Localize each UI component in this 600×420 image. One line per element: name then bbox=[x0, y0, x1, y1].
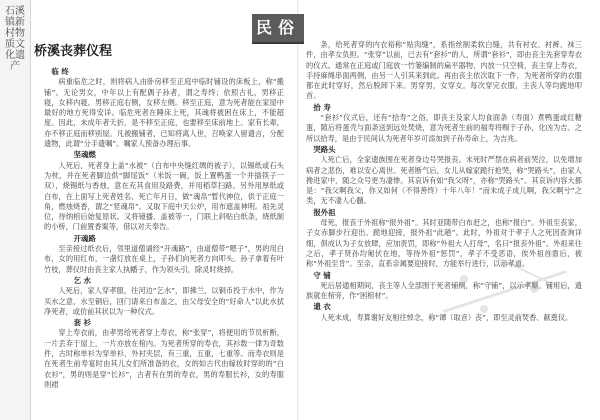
heading-shuhunzhang: 坚魂燃 bbox=[73, 150, 96, 160]
para-linzhong: 病重临危之时，则将病人由卧房移至正庭中临时铺设的床板上，称“搬铺”。无论男女，中年以上有配偶子孙者，谓之寿终；依照古礼，男移正寝，女移内寝。男移正庭右侧，女移左侧。移至正庭，意为死者能在家屋中最好的地方死得安详。临危死者在睡床上死，其魂将被困在床上，不能超度。因此，未成年者夭折，是不移至正庭，也要移至床前地上。家有长辈，亦不移正庭而移别屋。凡被搬铺者，已知将离人世，召唤家人留遗言，分配遗物，此谓“分手遗嘱”。嘱家人预备办理后事。 bbox=[44, 77, 284, 149]
heading-linzhong: 临 终 bbox=[51, 67, 69, 76]
page-spine bbox=[297, 0, 299, 420]
heading-baowaizu: 报外祖 bbox=[313, 207, 336, 217]
heading-shoupu: 守 铺 bbox=[313, 270, 331, 280]
para-baowaizu: 母死，报丧于外祖称“报外祖”。其时亚随带白布赶之，也称“报白”。外祖至丧家，子女赤脚步行迎出、跪地迎接，报外祖“此趟”。此时，外祖对于孝子人之死因查询详细，俱成认为子女放肆，应加责罚，即称“外祖大人打母”，名曰“报丧外祖”。外祖来往之后，孝子贤孙均匍伏在地，等待外祖“惩罚”，孝子不受恶语，俟外祖首肯后，被称“外祖至肯”。至亲，直系亲属要迎接时，方能举行进行，以示孝道。 bbox=[306, 218, 582, 269]
left-column bbox=[44, 66, 284, 416]
section-tab-label: 民俗 bbox=[255, 18, 300, 37]
para-shuhunzhang: 人死后，死者身上盖“水被”（白布中央缝红绸的被子），以锡纸或石头为枕，并在死者脚边供“脚尾饭”（米饭一碗，饭上置鸭蛋一个并插筷子一双），烧锡纸与香烛，意在充其食用及路费，并用稻草扫路。另外用厚纸或白布，在上面写上死者姓名、死亡年月日，做“魂帛”暂代神位，供于正庭一角，燃烛烧香，谓之“竖魂帛”。又取下庭中天公炉，用布遮盖神明。祖先灵位，待纳棺后始复原状。又将镜播、盖被等一，门联上斜贴白纸条，烧纸制的小桥，门前置香案等，借以对天奉告。 bbox=[44, 160, 284, 232]
heading-shishou: 拾 寿 bbox=[313, 102, 331, 112]
heading-taoshan: 套 衫 bbox=[73, 318, 91, 328]
para-kaihunlu: 至亲接过纸衣后，邻里道僧诵经“开魂路”，由道僧带“嗯子”，男的用白布，女的用红布，一盏灯放在桌上，子孙们向死者方向叩头。孙子拿着有叶竹枝，葬仪时由丧主家人执幡子，作为领头引，除灵时烧掉。 bbox=[44, 244, 284, 274]
para-continued: 条，给死者穿的内衣裕称“贴肉缝”，系指丝制柔软白缝，共有衬衣、衬裤、袜三件，由孝女负担。“张穿”以前，已去有“套衫”的人，所谓“套衫”，即由丧主先套穿寿衣的仪式。通常在正庭或门庭放一竹篓编制的扁平器物，内放一只空椅，丧主穿上寿衣，手持麻绳串面两侧，由另一人引其来到此。再由丧主依次取下一件，为死者所穿的衣服都在此时穿好，然后脱卸下来。男穿男，女穿女。每次穿完衣服，主丧人等均跪地叩首。 bbox=[306, 40, 582, 101]
plum-blossom-watermark bbox=[430, 230, 580, 350]
para-kulutou: 人死亡后，全家遗族围在死者身边号哭报丧。未死时严禁在病者前哭泣，以免增加病者之悲伤，难以安心离世。死者断气后，女儿从嫁家跪行抢哭，称“哭路头”，由家人搀进家中，随之众号更为凄惨。其哀诉有如“我父呀”，亦称“哭路头”。其哀诉内容大都是：“我父啊我父，你又如何（不得善终）十年八年！”而未成子成儿啊，我父啊兮”之类，无不凄人心髓。 bbox=[306, 155, 582, 206]
para-taoshan: 穿上寿衣前，由孝男给死者穿上寿衣，称“张穿”，将便用的节员析断，一片丢弃于屋上，一片亦放在棺内。为死者所穿的寿衣，其衫数一律为奇数件，古时称单衫为穿单衫，外衬夹层，有三重，五重，七重等。而寿衣则是在死者生前寿宴时由其儿女们所准备的衣，女的如古代由嫁妆时穿的的“白衣衫”，男的则是穿“长衫”，古者有在男的寿衣，男的寿服长衫，女的寿服则裙 bbox=[44, 328, 284, 389]
heading-kulutou: 哭路头 bbox=[313, 144, 336, 154]
para-yiyi: 人死未成，寿算谢好友相往悼念，称“谭（取音）丧”，即至灵前焚香、献奠仪。 bbox=[320, 312, 573, 322]
heading-yiyi: 遗 衣 bbox=[313, 302, 331, 312]
section-tab bbox=[252, 14, 304, 44]
heading-qishui: 乞 水 bbox=[73, 275, 91, 285]
heading-kaihunlu: 开魂路 bbox=[73, 233, 96, 243]
para-shoupu: 死后居通相期间，丧主等人全部围于死者铺侧，称“守铺”，以示孝顺。铺用后，遗族就在棺旁，作“困棺材”。 bbox=[306, 280, 582, 301]
side-strip bbox=[0, 0, 31, 420]
para-shishou: “套衫”仪式后，还有“拾寿”之俗，即丧主及家人均食面条（寿面）煮鸭蛋或红糖蛋，随后将蛋壳与面条送到远处焚烧，意为死者生前的福寿将赐于子孙，化凶为吉。之所以拾寿，是由于民间认为死者年岁可添加到子孙寿命上，为吉兆。 bbox=[306, 113, 582, 143]
para-qishui: 人死后，家人穿孝服，往河边“乞水”，即拂兰，以铜币投于水中，作为买水之意，水至铜后，回门请来白布盖之，由父母安全的“好命人”以此水拭净死者，或仿前其状以为一种仪式。 bbox=[44, 286, 284, 316]
article-title: 桥溪丧葬仪程 bbox=[34, 44, 113, 59]
right-column bbox=[306, 40, 582, 416]
strip-title: 石溪镇新村物质文化遗产 bbox=[5, 6, 25, 72]
